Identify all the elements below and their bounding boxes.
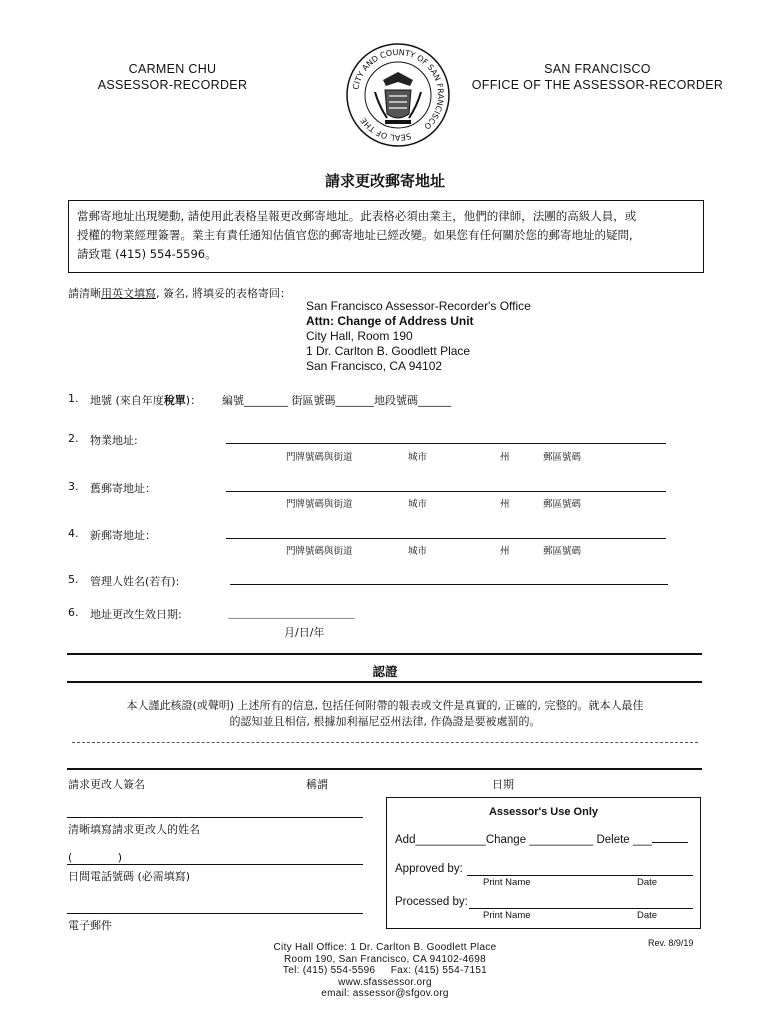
intro-line-1: 當郵寄地址出現變動, 請使用此表格呈報更改郵寄地址。此表格必須由業主，他們的律師，法團的高級人員，或	[77, 209, 637, 223]
phone-area-code[interactable]: ( )	[68, 851, 123, 864]
sub-street: 門牌號碼與街道	[286, 452, 353, 463]
print-name-line[interactable]	[67, 817, 363, 818]
property-address-line[interactable]	[226, 443, 666, 444]
email-label: 電子郵件	[68, 919, 112, 932]
signature-label: 請求更改人簽名	[68, 778, 145, 791]
cert-divider-top	[67, 653, 702, 655]
footer-contact	[0, 942, 770, 1000]
address-line-1: San Francisco Assessor-Recorder's Office	[306, 299, 531, 313]
sub-street: 門牌號碼與街道	[286, 499, 353, 510]
use-only-heading: Assessor's Use Only	[488, 806, 598, 818]
cert-underline	[72, 742, 698, 743]
address-line-5: San Francisco, CA 94102	[306, 359, 443, 373]
field-6-label: 地址更改生效日期:	[90, 608, 182, 621]
footer-line-1: City Hall Office: 1 Dr. Carlton B. Goodlett Place	[273, 942, 497, 953]
svg-text:SEAL OF THE: SEAL OF THE	[358, 115, 413, 143]
address-line-2: Attn: Change of Address Unit	[306, 314, 474, 328]
page-title: 請求更改郵寄地址	[324, 172, 445, 190]
title-label: 稱謂	[306, 778, 328, 791]
mailing-address-block	[306, 299, 531, 374]
phone-label: 日間電話號碼 (必需填寫)	[68, 870, 191, 883]
certification-text-2: 的認知並且相信, 根據加利福尼亞州法律, 作偽證是要被處罰的。	[229, 715, 541, 728]
email-line[interactable]	[67, 913, 363, 914]
sub-city: 城市	[408, 546, 428, 557]
add-change-delete-row: Add___________Change __________ Delete ___	[395, 834, 688, 846]
address-line-4: 1 Dr. Carlton B. Goodlett Place	[306, 344, 471, 358]
footer-website[interactable]: www.sfassessor.org	[338, 976, 432, 988]
field-1-label: 地號 (來自年度稅單)：	[90, 394, 202, 407]
field-4-number: 4.	[68, 527, 79, 540]
city-seal-icon	[345, 42, 451, 148]
print-name-label: 清晰填寫請求更改人的姓名	[68, 823, 200, 836]
processed-print-name: Print Name	[483, 910, 531, 921]
old-mailing-address-line[interactable]	[226, 491, 666, 492]
approved-by-line[interactable]	[467, 875, 693, 876]
assessor-use-only-box	[386, 797, 701, 929]
field-2-label: 物業地址:	[90, 434, 138, 447]
approved-date: Date	[637, 877, 658, 888]
city-name: SAN FRANCISCO	[544, 62, 651, 76]
assessor-title: ASSESSOR-RECORDER	[97, 78, 248, 92]
field-5-label: 管理人姓名(若有):	[90, 575, 180, 588]
sub-state: 州	[500, 499, 510, 510]
sub-state: 州	[500, 452, 510, 463]
field-2-number: 2.	[68, 432, 79, 445]
field-5-number: 5.	[68, 573, 79, 586]
date-label: 日期	[492, 778, 514, 791]
field-3-label: 舊郵寄地址：	[90, 482, 156, 495]
field-1-number: 1.	[68, 392, 79, 405]
field-3-number: 3.	[68, 480, 79, 493]
certification-heading: 認證	[372, 664, 398, 679]
address-line-3: City Hall, Room 190	[306, 329, 413, 343]
mail-instruction: 請清晰用英文填寫, 簽名, 將填妥的表格寄回：	[68, 287, 291, 300]
signature-line[interactable]	[67, 768, 702, 770]
parcel-number-fields[interactable]: 編號________ 街區號碼_______地段號碼______	[222, 394, 451, 407]
revision-date: Rev. 8/9/19	[648, 938, 694, 948]
footer-email[interactable]: email: assessor@sfgov.org	[321, 988, 449, 999]
sub-city: 城市	[408, 452, 428, 463]
sub-zip: 郵區號碼	[543, 452, 582, 463]
cert-divider-bottom	[67, 681, 702, 683]
effective-date-line[interactable]: _______________________	[228, 606, 355, 619]
intro-line-2: 授權的物業經理簽署。業主有責任通知估值官您的郵寄地址已經改變。如果您有任何關於您的郵寄地址的疑問,	[77, 228, 633, 242]
svg-text:CITY AND COUNTY OF SAN FRANCIS: CITY AND COUNTY OF SAN FRANCISCO	[351, 47, 446, 131]
intro-line-3: 請致電 (415) 554-5596。	[77, 247, 217, 261]
sub-zip: 郵區號碼	[543, 546, 582, 557]
sub-zip: 郵區號碼	[543, 499, 582, 510]
approved-by-label: Approved by:	[395, 863, 463, 875]
processed-by-label: Processed by:	[395, 896, 468, 908]
intro-box	[68, 200, 704, 273]
sub-street: 門牌號碼與街道	[286, 546, 353, 557]
certification-text-1: 本人謹此核證(或聲明) 上述所有的信息, 包括任何附帶的報表或文件是真實的, 正確的, 完整的。就本人最佳	[126, 699, 644, 712]
manager-name-line[interactable]	[230, 584, 668, 585]
date-format-hint: 月/日/年	[284, 626, 325, 639]
footer-line-3: Tel: (415) 554-5596 Fax: (415) 554-7151	[282, 965, 488, 976]
processed-by-line[interactable]	[469, 908, 693, 909]
new-mailing-address-line[interactable]	[226, 538, 666, 539]
field-4-label: 新郵寄地址：	[90, 529, 156, 542]
office-name: OFFICE OF THE ASSESSOR-RECORDER	[471, 78, 724, 92]
processed-date: Date	[637, 910, 658, 921]
footer-line-2: Room 190, San Francisco, CA 94102-4698	[283, 953, 487, 965]
field-6-number: 6.	[68, 606, 79, 619]
sub-city: 城市	[408, 499, 428, 510]
assessor-name: CARMEN CHU	[128, 62, 217, 76]
sub-state: 州	[500, 546, 510, 557]
phone-line[interactable]	[67, 864, 363, 865]
approved-print-name: Print Name	[483, 877, 531, 888]
